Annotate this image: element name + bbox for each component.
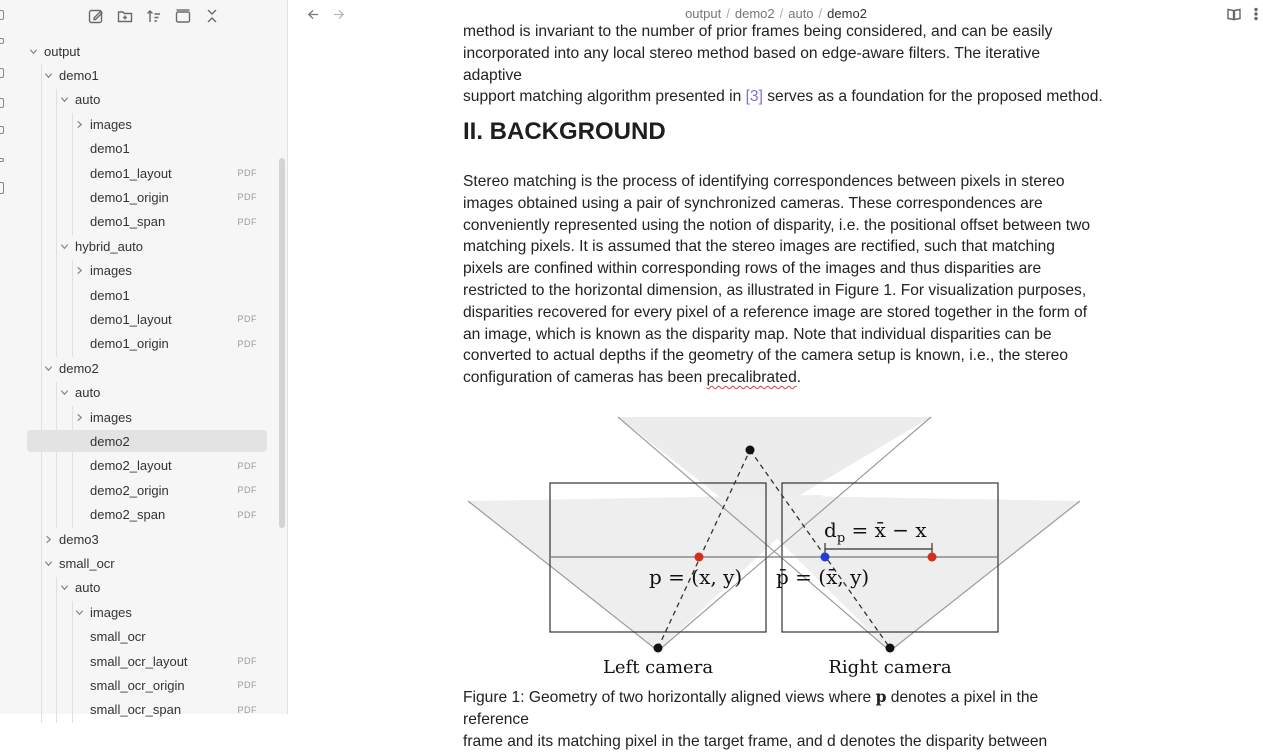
tree-file[interactable] bbox=[27, 479, 267, 501]
chevron-right-icon[interactable] bbox=[73, 265, 85, 277]
left-camera-label: Left camera bbox=[602, 657, 714, 678]
tree-item-label: demo1_span bbox=[90, 214, 166, 230]
ribbon-icon[interactable] bbox=[0, 38, 4, 44]
tree-folder[interactable] bbox=[27, 357, 267, 379]
tree-folder[interactable] bbox=[27, 40, 267, 62]
pbar-equation: p̄ = (x̄, y) bbox=[776, 565, 870, 589]
tree-item-label: small_ocr bbox=[90, 629, 146, 645]
text-line: method is invariant to the number of prior frames being considered, and can be easily bbox=[463, 23, 1053, 40]
tree-item-label: demo2 bbox=[90, 433, 130, 449]
file-type-badge: PDF bbox=[237, 314, 257, 325]
reading-mode-icon[interactable] bbox=[1226, 6, 1242, 22]
breadcrumb-item[interactable]: output bbox=[685, 6, 722, 21]
tree-folder[interactable] bbox=[27, 528, 267, 550]
tree-folder[interactable] bbox=[27, 406, 267, 428]
section-heading: II. BACKGROUND bbox=[463, 118, 666, 145]
file-type-badge: PDF bbox=[237, 192, 257, 203]
tree-item-label: demo1_layout bbox=[90, 311, 172, 327]
tree-item-label: demo1_layout bbox=[90, 165, 172, 181]
breadcrumb-separator: / bbox=[818, 6, 823, 21]
tree-file[interactable] bbox=[27, 674, 267, 696]
tree-file[interactable] bbox=[27, 333, 267, 355]
tree-item-label: demo1 bbox=[90, 287, 130, 303]
disparity-subscript: p bbox=[836, 531, 846, 546]
ribbon-icon[interactable] bbox=[0, 68, 4, 78]
paragraph-intro-tail bbox=[463, 21, 1103, 108]
chevron-down-icon[interactable] bbox=[42, 362, 54, 374]
left-camera-center bbox=[654, 644, 663, 653]
text-line bbox=[463, 86, 1103, 108]
more-options-icon[interactable] bbox=[1251, 6, 1261, 22]
p-equation: p = (x, y) bbox=[649, 565, 743, 589]
document-view bbox=[463, 23, 1103, 750]
file-type-badge: PDF bbox=[237, 338, 257, 349]
file-type-badge: PDF bbox=[237, 460, 257, 471]
tree-item-label: demo2_origin bbox=[90, 482, 169, 498]
tree-item-label: auto bbox=[75, 92, 101, 108]
ribbon-icon[interactable] bbox=[0, 98, 4, 108]
pixel-p-point bbox=[695, 553, 704, 562]
tree-item-label: small_ocr_layout bbox=[90, 653, 188, 669]
tree-file[interactable] bbox=[27, 308, 267, 330]
tree-file[interactable] bbox=[27, 211, 267, 233]
tree-folder[interactable] bbox=[27, 382, 267, 404]
tree-folder[interactable] bbox=[27, 260, 267, 282]
tree-item-label: demo3 bbox=[59, 531, 99, 547]
tree-item-label: small_ocr_origin bbox=[90, 677, 185, 693]
tree-file[interactable] bbox=[27, 284, 267, 306]
text-span: denotes a pixel in the reference bbox=[463, 689, 1039, 728]
chevron-right-icon[interactable] bbox=[42, 533, 54, 545]
explorer-toolbar bbox=[86, 6, 221, 26]
tree-folder[interactable] bbox=[27, 601, 267, 623]
tree-item-label: demo1 bbox=[90, 141, 130, 157]
tree-item-label: output bbox=[44, 43, 81, 59]
pixel-pbar-point bbox=[821, 553, 830, 562]
chevron-down-icon[interactable] bbox=[42, 69, 54, 81]
new-folder-icon[interactable] bbox=[115, 6, 134, 25]
tree-item-label: demo2 bbox=[59, 360, 99, 376]
file-type-badge: PDF bbox=[237, 680, 257, 691]
caption-line: frame and its matching pixel in the target frame, and d denotes the disparity between bbox=[463, 732, 1048, 750]
breadcrumb-separator: / bbox=[726, 6, 730, 21]
misspelled-word[interactable]: precalibrated bbox=[706, 369, 797, 387]
chevron-down-icon[interactable] bbox=[58, 582, 70, 594]
chevron-right-icon[interactable] bbox=[73, 118, 85, 130]
breadcrumb-item[interactable]: demo2 bbox=[734, 6, 775, 21]
chevron-down-icon[interactable] bbox=[58, 240, 70, 252]
tree-item-label: demo1_origin bbox=[90, 189, 169, 205]
new-note-icon[interactable] bbox=[86, 6, 105, 25]
chevron-down-icon[interactable] bbox=[73, 606, 85, 618]
math-symbol: p bbox=[875, 687, 887, 706]
disparity-rhs: = x̄ − x bbox=[845, 518, 927, 542]
file-type-badge: PDF bbox=[237, 704, 257, 715]
left-ribbon bbox=[0, 0, 8, 714]
text-span: Figure 1: Geometry of two horizontally aligned views where bbox=[463, 689, 876, 706]
tree-folder[interactable] bbox=[27, 235, 267, 257]
tree-folder[interactable] bbox=[27, 113, 267, 135]
ribbon-icon[interactable] bbox=[0, 126, 4, 134]
file-type-badge: PDF bbox=[237, 168, 257, 178]
collapse-view-icon[interactable] bbox=[173, 6, 192, 25]
tree-item-label: demo2_layout bbox=[90, 458, 172, 474]
text-span: . bbox=[796, 369, 802, 387]
breadcrumb-separator: / bbox=[779, 6, 784, 21]
chevron-down-icon[interactable] bbox=[27, 45, 39, 57]
collapse-all-icon[interactable] bbox=[202, 6, 221, 25]
pixel-x-point bbox=[928, 553, 937, 562]
right-camera-label: Right camera bbox=[828, 657, 952, 678]
tree-file[interactable] bbox=[27, 650, 267, 672]
file-explorer bbox=[8, 0, 288, 718]
file-type-badge: PDF bbox=[237, 485, 257, 496]
tree-item-label: small_ocr bbox=[59, 555, 115, 571]
tree-file[interactable] bbox=[27, 504, 267, 526]
text-span: serves as a foundation for the proposed method. bbox=[762, 88, 1103, 106]
tree-folder[interactable] bbox=[27, 89, 267, 111]
tree-file[interactable] bbox=[27, 626, 267, 648]
tree-item-label: auto bbox=[75, 580, 101, 596]
ribbon-icon[interactable] bbox=[0, 10, 4, 20]
chevron-down-icon[interactable] bbox=[42, 557, 54, 569]
breadcrumb-item[interactable]: auto bbox=[788, 6, 814, 21]
tree-item-label: images bbox=[90, 409, 132, 425]
stereo-geometry-figure bbox=[463, 413, 1093, 688]
figure-caption bbox=[463, 686, 1103, 752]
tree-file[interactable] bbox=[27, 138, 267, 160]
tree-item-label: demo2_span bbox=[90, 507, 166, 523]
paragraph-background bbox=[463, 171, 1093, 389]
tree-folder[interactable] bbox=[27, 577, 267, 599]
ribbon-icon[interactable] bbox=[0, 182, 4, 194]
tree-item-label: images bbox=[90, 263, 132, 279]
tree-item-label: demo1 bbox=[59, 67, 99, 83]
tree-item-label: small_ocr_span bbox=[90, 702, 182, 718]
right-camera-center bbox=[886, 644, 895, 653]
caption-line bbox=[463, 686, 1103, 731]
tree-item-label: auto bbox=[75, 385, 101, 401]
file-type-badge: PDF bbox=[237, 656, 257, 666]
tree-folder[interactable] bbox=[27, 552, 267, 574]
chevron-down-icon[interactable] bbox=[58, 94, 70, 106]
text-span: support matching algorithm presented in bbox=[463, 88, 746, 106]
ribbon-icon[interactable] bbox=[0, 158, 4, 162]
file-type-badge: PDF bbox=[237, 216, 257, 227]
tree-file[interactable] bbox=[27, 699, 267, 721]
sort-icon[interactable] bbox=[144, 6, 163, 25]
file-type-badge: PDF bbox=[237, 509, 257, 520]
disparity-symbol: d bbox=[824, 518, 837, 542]
tree-file[interactable] bbox=[27, 162, 267, 184]
tree-file[interactable] bbox=[27, 186, 267, 208]
explorer-scrollbar[interactable] bbox=[279, 158, 285, 528]
breadcrumb-current[interactable]: demo2 bbox=[827, 6, 867, 21]
text-line: incorporated into any local stereo method based on edge-aware filters. The iterative adaptive bbox=[463, 44, 1041, 84]
text-span: Stereo matching is the process of identifying correspondences between pixels in stereo images obtained using a pair of synchronized cameras. These correspondences are conveniently represented using the notion of disparity, i.e. the positional offset between two matching pixels. It is assumed that the stereo images are rectified, such that matching pixels are confined within corresponding rows of the images and thus disparities are restricted to the horizontal dimension, as illustrated in Figure 1. For visualization purposes, disparities recovered for every pixel of a reference image are stored together in the form of an image, which is known as the disparity map. Note that individual disparities can be converted to actual depths if the geometry of the camera setup is known, i.e., the stereo configuration of cameras has been bbox=[463, 173, 1091, 387]
tree-item-label: hybrid_auto bbox=[75, 238, 143, 254]
tree-item-label: demo1_origin bbox=[90, 336, 169, 352]
tree-item-label: images bbox=[90, 604, 132, 620]
breadcrumb bbox=[289, 6, 1263, 21]
citation-link[interactable]: [3] bbox=[745, 88, 763, 106]
world-point bbox=[746, 446, 755, 455]
tree-file[interactable] bbox=[27, 455, 267, 477]
tree-file[interactable] bbox=[27, 430, 267, 452]
tree-folder[interactable] bbox=[27, 64, 267, 86]
chevron-right-icon[interactable] bbox=[73, 411, 85, 423]
tree-item-label: images bbox=[90, 116, 132, 132]
chevron-down-icon[interactable] bbox=[58, 387, 70, 399]
